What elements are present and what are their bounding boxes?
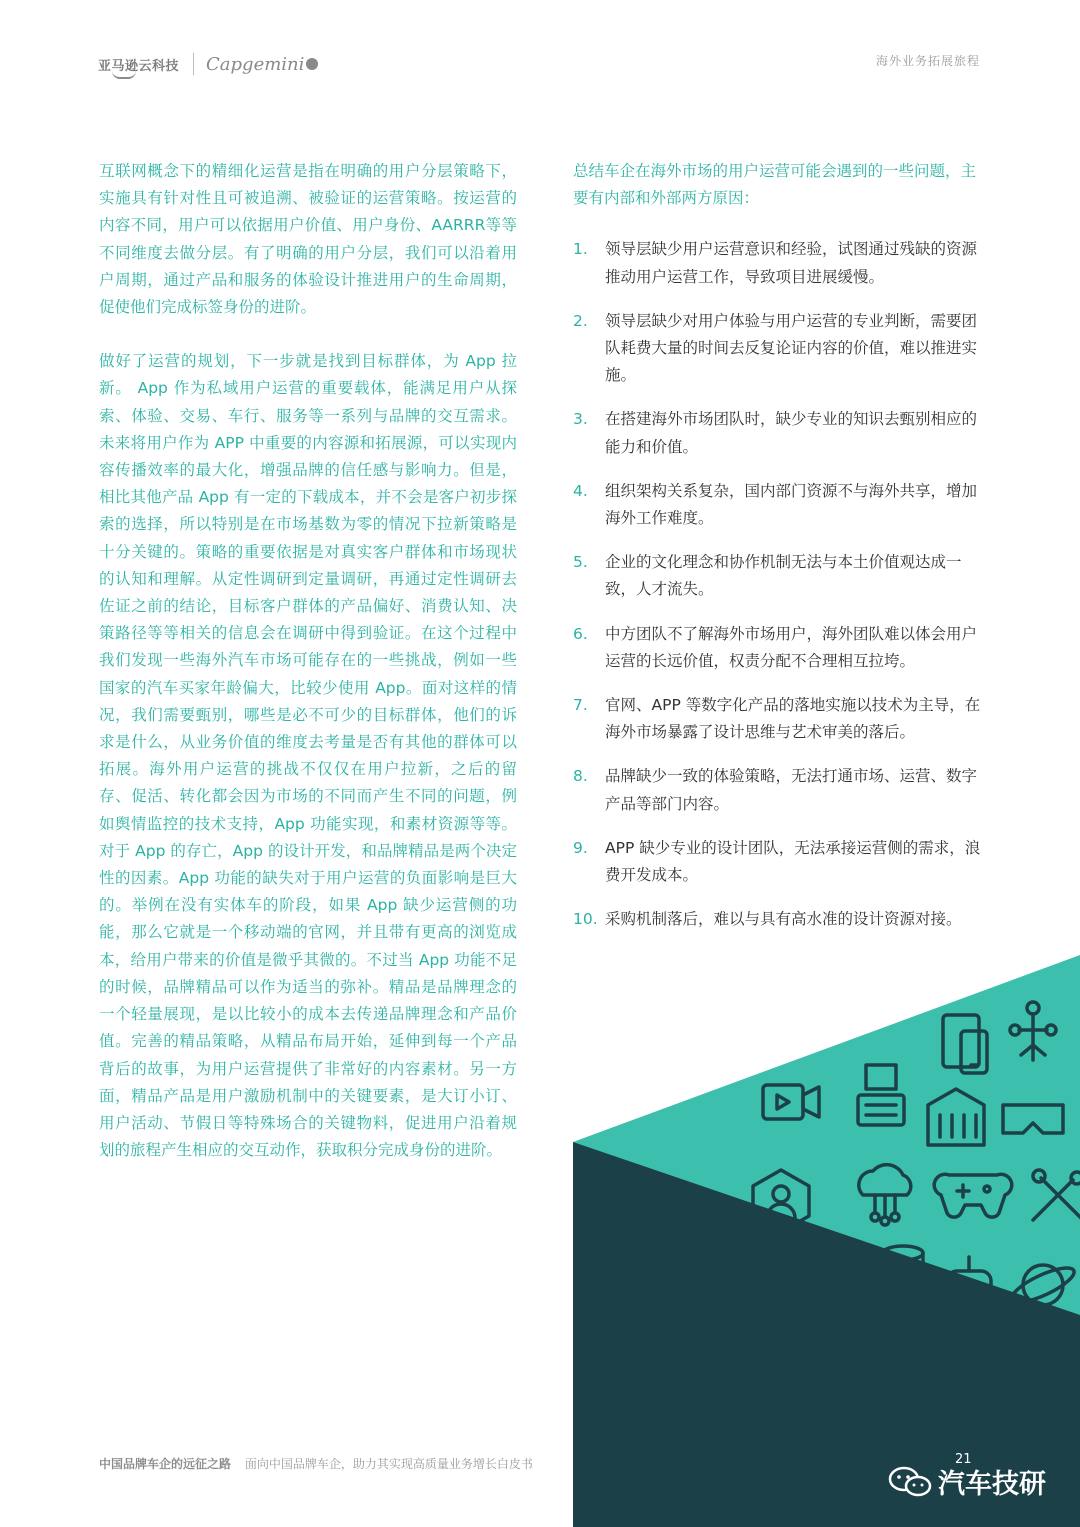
list-item xyxy=(573,835,989,889)
page-number: 21 xyxy=(955,1452,972,1467)
footer xyxy=(99,1455,533,1472)
list-text: 领导层缺少对用户体验与用户运营的专业判断，需要团队耗费大量的时间去反复论证内容的价值，难以推进实施。 xyxy=(605,311,978,385)
list-number: 4. xyxy=(573,481,588,500)
footer-subtitle: 面向中国品牌车企，助力其实现高质量业务增长白皮书 xyxy=(244,1457,533,1471)
list-text: 官网、APP 等数字化产品的落地实施以技术为主导，在海外市场暴露了设计思维与艺术审美的落后。 xyxy=(605,696,981,742)
decorative-tech-graphic xyxy=(573,955,1080,1527)
list-text: 领导层缺少用户运营意识和经验，试图通过残缺的资源推动用户运营工作，导致项目进展缓慢。 xyxy=(605,240,978,286)
wechat-icon xyxy=(888,1465,932,1499)
paragraph: 做好了运营的规划，下一步就是找到目标群体，为 App 拉新。 App 作为私域用户运营的重要载体，能满足用户从探索、体验、交易、车行、服务等一系列与品牌的交互需求。未来将用户作为 APP 中重要的内容源和拓展源，可以实现内容传播效率的最大化，增强品牌的信任感与影响力。但是，相比其他产品 App 有一定的下载成本，并不会是客户初步探索的选择，所以特别是在市场基数为零的情况下拉新策略是十分关键的。策略的重要依据是对真实客户群体和市场现状的认知和理解。从定性调研到定量调研，再通过定性调研去佐证之前的结论，目标客户群体的产品偏好、消费认知、决策路径等等相关的信息会在调研中得到验证。在这个过程中我们发现一些海外汽车市场可能存在的一些挑战，例如一些国家的汽车买家年龄偏大，比较少使用 App。面对这样的情况，我们需要甄别，哪些是必不可少的目标群体，他们的诉求是什么，从业务价值的维度去考量是否有其他的群体可以拓展。海外用户运营的挑战不仅仅在用户拉新，之后的留存、促活、转化都会因为市场的不同而产生不同的问题，例如舆情监控的技术支持，App 功能实现，和素材资源等等。对于 App 的存亡，App 的设计开发，和品牌精品是两个决定性的因素。App 功能的缺失对于用户运营的负面影响是巨大的。举例在没有实体车的阶段，如果 App 缺少运营侧的功能，那么它就是一个移动端的官网，并且带有更高的浏览成本，给用户带来的价值是微乎其微的。不过当 App 功能不足的时候，品牌精品可以作为适当的弥补。精品是品牌理念的一个轻量展现，是以比较小的成本去传递品牌理念和产品价值。完善的精品策略，从精品布局开始，延伸到每一个产品背后的故事，为用户运营提供了非常好的内容素材。另一方面，精品产品是用户激励机制中的关键要素，是大订小订、用户活动、节假日等特殊场合的关键物料，促进用户沿着规划的旅程产生相应的交互动作，获取积分完成身份的进阶。 xyxy=(99,352,517,1160)
list-item xyxy=(573,549,989,603)
list-number: 1. xyxy=(573,240,588,259)
list-number: 5. xyxy=(573,553,588,572)
paragraph: 互联网概念下的精细化运营是指在明确的用户分层策略下，实施具有针对性且可被追溯、被验证的运营策略。按运营的内容不同，用户可以依据用户价值、用户身份、AARRR等等不同维度去做分层。有了明确的用户分层，我们可以沿着用户周期，通过产品和服务的体验设计推进用户的生命周期，促使他们完成标签身份的进阶。 xyxy=(99,162,517,317)
list-text: 品牌缺少一致的体验策略，无法打通市场、运营、数字产品等部门内容。 xyxy=(605,767,978,813)
amazon-logo: 亚马逊云科技 xyxy=(98,58,180,74)
list-text: 中方团队不了解海外市场用户，海外团队难以体会用户运营的长远价值，权责分配不合理相互拉垮。 xyxy=(605,624,978,670)
list-item xyxy=(573,406,989,460)
list-item xyxy=(573,692,989,746)
list-number: 6. xyxy=(573,624,588,643)
left-column xyxy=(99,158,517,1191)
issue-list xyxy=(573,236,989,933)
section-title: 海外业务拓展旅程 xyxy=(875,54,980,68)
list-number: 2. xyxy=(573,311,588,330)
amazon-smile-icon xyxy=(112,71,136,79)
watermark-text: 汽车技研 xyxy=(938,1469,1046,1500)
list-text: 在搭建海外市场团队时，缺少专业的知识去甄别相应的能力和价值。 xyxy=(605,410,978,456)
watermark xyxy=(888,1462,1046,1501)
list-item xyxy=(573,308,989,390)
list-text: 采购机制落后，难以与具有高水准的设计资源对接。 xyxy=(605,910,962,929)
list-number: 7. xyxy=(573,696,588,715)
issues-intro: 总结车企在海外市场的用户运营可能会遇到的一些问题，主要有内部和外部两方原因： xyxy=(573,162,977,208)
capgemini-spade-icon xyxy=(306,58,318,70)
list-item xyxy=(573,906,989,933)
list-item xyxy=(573,763,989,817)
list-text: 组织架构关系复杂，国内部门资源不与海外共享，增加海外工作难度。 xyxy=(605,481,978,528)
list-item xyxy=(573,236,989,290)
list-number: 10. xyxy=(573,910,598,929)
list-number: 8. xyxy=(573,767,588,786)
right-column xyxy=(573,158,989,950)
list-item xyxy=(573,621,989,675)
header-logos xyxy=(98,50,318,78)
list-text: APP 缺少专业的设计团队，无法承接运营侧的需求，浪费开发成本。 xyxy=(605,838,981,885)
footer-title: 中国品牌车企的远征之路 xyxy=(99,1457,232,1471)
list-number: 3. xyxy=(573,410,588,429)
list-number: 9. xyxy=(573,838,588,857)
logo-divider xyxy=(193,53,194,75)
capgemini-logo: Capgemini xyxy=(206,53,305,75)
list-item xyxy=(573,478,989,532)
list-text: 企业的文化理念和协作机制无法与本土价值观达成一致，人才流失。 xyxy=(605,553,962,599)
